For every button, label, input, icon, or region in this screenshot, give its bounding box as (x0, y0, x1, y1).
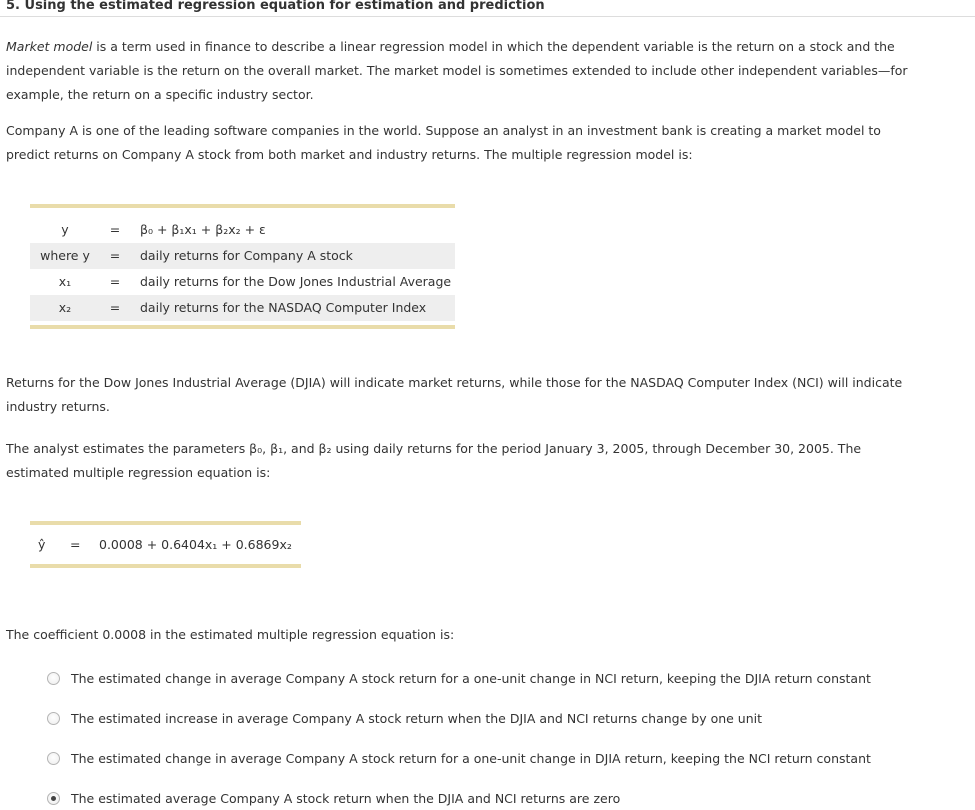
model-row-lhs: where y (40, 248, 90, 263)
model-row-rhs: daily returns for Company A stock (140, 248, 353, 263)
model-row-equals: = (109, 274, 121, 289)
radio-button[interactable] (47, 752, 60, 765)
intro-term: Market model (6, 39, 93, 54)
answer-option-label: The estimated average Company A stock return when the DJIA and NCI returns are zero (71, 791, 621, 806)
model-row-lhs: x₂ (58, 300, 72, 315)
model-row-rhs: β₀ + β₁x₁ + β₂x₂ + ε (140, 222, 266, 237)
model-row-equals: = (109, 222, 121, 237)
model-row-equals: = (109, 300, 121, 315)
model-row-lhs: y (61, 222, 69, 237)
question-header (0, 0, 975, 17)
question-title: 5. Using the estimated regression equation for estimation and prediction (6, 0, 545, 13)
model-row-lhs: x₁ (58, 274, 72, 289)
returns-paragraph: Returns for the Dow Jones Industrial Average (DJIA) will indicate market returns, while those for the NASDAQ Computer Index (NCI) will indicate industry returns. (6, 375, 903, 414)
radio-button[interactable] (47, 712, 60, 725)
estimated-equation-table (30, 521, 301, 568)
model-row (30, 243, 455, 269)
estimated-equation-rhs: 0.0008 + 0.6404x₁ + 0.6869x₂ (99, 537, 292, 552)
model-row-rhs: daily returns for the Dow Jones Industrial Average (140, 274, 452, 289)
radio-button-selected[interactable] (47, 792, 60, 805)
model-row-rhs: daily returns for the NASDAQ Computer Index (140, 300, 427, 315)
estimates-paragraph: The analyst estimates the parameters β₀, β₁, and β₂ using daily returns for the period January 3, 2005, through December 30, 2005. The estimated multiple regression equation is: (6, 441, 862, 480)
estimated-equation-lhs: ŷ (38, 537, 46, 552)
model-row (30, 269, 455, 295)
answer-option-label: The estimated change in average Company A stock return for a one-unit change in NCI return, keeping the DJIA return constant (71, 671, 871, 686)
intro-paragraph (6, 35, 926, 107)
model-row (30, 295, 455, 321)
answer-option-label: The estimated change in average Company A stock return for a one-unit change in DJIA return, keeping the NCI return constant (71, 751, 871, 766)
question-prompt: The coefficient 0.0008 in the estimated multiple regression equation is: (6, 627, 455, 642)
radio-button[interactable] (47, 672, 60, 685)
estimated-equation-equals: = (70, 537, 81, 552)
model-row-equals: = (109, 248, 121, 263)
intro-text: is a term used in finance to describe a linear regression model in which the dependent variable is the return on a stock and the independent variable is the return on the overall market. The market model is sometimes extended to include other independent variables—for example, the return on a specific industry sector. (6, 39, 908, 102)
model-row (30, 217, 455, 243)
answer-option-label: The estimated increase in average Company A stock return when the DJIA and NCI returns change by one unit (71, 711, 763, 726)
company-paragraph: Company A is one of the leading software companies in the world. Suppose an analyst in an investment bank is creating a market model to predict returns on Company A stock from both market and industry returns. The multiple regression model is: (6, 123, 881, 162)
regression-model-table (30, 204, 455, 329)
